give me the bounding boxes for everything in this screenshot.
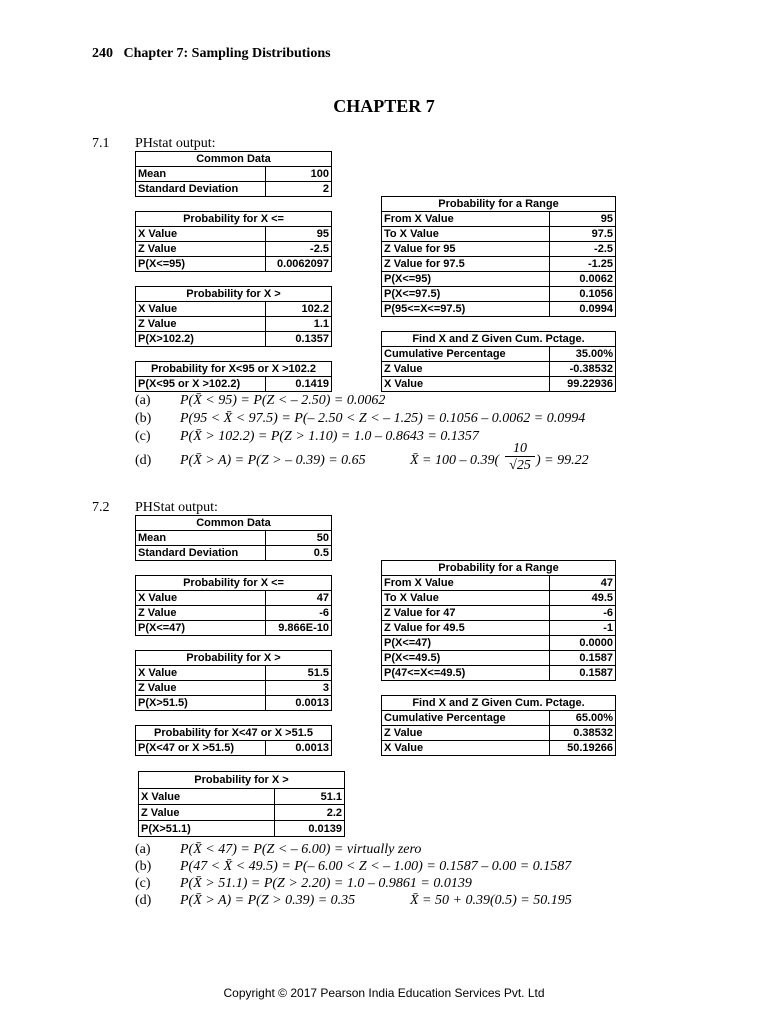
row-value: -2.5 bbox=[550, 242, 616, 257]
table-title: Probability for X > bbox=[136, 287, 332, 302]
answer-text: P(X̄ > A) = P(Z > – 0.39) = 0.65 bbox=[180, 453, 366, 468]
problem-lead: PHstat output: bbox=[135, 136, 216, 151]
problem-number: 7.1 bbox=[92, 136, 110, 151]
answer-line bbox=[135, 393, 385, 409]
row-label: Z Value bbox=[136, 317, 266, 332]
answer-extra-right: ) = 99.22 bbox=[536, 453, 589, 468]
answer-text: P(X̄ > 102.2) = P(Z > 1.10) = 1.0 – 0.8643 = 0.1357 bbox=[180, 429, 479, 444]
row-value: 0.0013 bbox=[266, 696, 332, 711]
row-value: 35.00% bbox=[550, 347, 616, 362]
table-title: Probability for X <= bbox=[136, 576, 332, 591]
row-value: 99.22936 bbox=[550, 377, 616, 392]
page-number: 240 bbox=[92, 46, 113, 61]
fraction-numerator: 10 bbox=[505, 441, 535, 457]
row-value: 0.38532 bbox=[550, 726, 616, 741]
answer-label: (b) bbox=[135, 859, 152, 874]
answer-label: (b) bbox=[135, 411, 152, 426]
row-value: 102.2 bbox=[266, 302, 332, 317]
row-value: 95 bbox=[550, 212, 616, 227]
row-label: X Value bbox=[382, 377, 550, 392]
running-title: Chapter 7: Sampling Distributions bbox=[123, 46, 331, 61]
answer-text: P(95 < X̄ < 97.5) = P(– 2.50 < Z < – 1.25) = 0.1056 – 0.0062 = 0.0994 bbox=[180, 411, 586, 426]
table-title: Probability for X<47 or X >51.5 bbox=[136, 726, 332, 741]
row-value: 0.0994 bbox=[550, 302, 616, 317]
row-label: Z Value for 47 bbox=[382, 606, 550, 621]
row-label: Z Value bbox=[136, 681, 266, 696]
probability-gt-table bbox=[135, 650, 332, 711]
answer-line bbox=[135, 842, 421, 858]
row-value: 0.1056 bbox=[550, 287, 616, 302]
table-title: Probability for X<95 or X >102.2 bbox=[136, 362, 332, 377]
row-value: 0.1587 bbox=[550, 666, 616, 681]
row-value: 0.1419 bbox=[266, 377, 332, 392]
row-value: 47 bbox=[266, 591, 332, 606]
row-label: Mean bbox=[136, 531, 266, 546]
table-title: Probability for X > bbox=[139, 772, 345, 789]
find-x-z-table bbox=[381, 695, 616, 756]
row-value: -0.38532 bbox=[550, 362, 616, 377]
table-title: Probability for a Range bbox=[382, 197, 616, 212]
answer-extra-left: X̄ = 100 – 0.39( bbox=[410, 453, 500, 468]
probability-range-table bbox=[381, 560, 616, 681]
row-value: -1 bbox=[550, 621, 616, 636]
row-value: 51.1 bbox=[275, 789, 345, 805]
row-value: 95 bbox=[266, 227, 332, 242]
fraction-denominator: √25 bbox=[509, 458, 531, 473]
row-label: P(X<=95) bbox=[136, 257, 266, 272]
row-label: Z Value bbox=[382, 726, 550, 741]
row-label: X Value bbox=[136, 227, 266, 242]
row-label: From X Value bbox=[382, 576, 550, 591]
probability-or-table bbox=[135, 725, 332, 756]
chapter-title: CHAPTER 7 bbox=[333, 96, 435, 116]
answer-label: (d) bbox=[135, 453, 152, 468]
table-title: Common Data bbox=[136, 516, 332, 531]
row-label: Standard Deviation bbox=[136, 182, 266, 197]
row-value: -6 bbox=[266, 606, 332, 621]
answer-line bbox=[135, 453, 366, 469]
row-label: Z Value for 97.5 bbox=[382, 257, 550, 272]
common-data-table bbox=[135, 515, 332, 561]
answer-extra: X̄ = 50 + 0.39(0.5) = 50.195 bbox=[410, 893, 572, 908]
row-value: 0.0013 bbox=[266, 741, 332, 756]
row-value: 50 bbox=[266, 531, 332, 546]
probability-or-table bbox=[135, 361, 332, 392]
row-value: -6 bbox=[550, 606, 616, 621]
row-value: 0.1357 bbox=[266, 332, 332, 347]
row-label: Z Value for 49.5 bbox=[382, 621, 550, 636]
answer-line bbox=[135, 893, 355, 909]
row-label: X Value bbox=[382, 741, 550, 756]
row-value: 2.2 bbox=[275, 805, 345, 821]
copyright-footer: Copyright © 2017 Pearson India Education Services Pvt. Ltd bbox=[223, 986, 545, 1000]
row-label: Cumulative Percentage bbox=[382, 347, 550, 362]
row-label: Z Value bbox=[139, 805, 275, 821]
table-title: Find X and Z Given Cum. Pctage. bbox=[382, 332, 616, 347]
answer-label: (a) bbox=[135, 842, 151, 857]
problem-lead: PHStat output: bbox=[135, 500, 218, 515]
row-value: 51.5 bbox=[266, 666, 332, 681]
answer-text: P(X̄ > A) = P(Z > 0.39) = 0.35 bbox=[180, 893, 356, 908]
probability-gt-table-2 bbox=[138, 771, 345, 837]
answer-label: (a) bbox=[135, 393, 151, 408]
probability-le-table bbox=[135, 575, 332, 636]
table-title: Probability for X <= bbox=[136, 212, 332, 227]
probability-le-table bbox=[135, 211, 332, 272]
row-value: 9.866E-10 bbox=[266, 621, 332, 636]
problem-number: 7.2 bbox=[92, 500, 110, 515]
row-value: 0.0000 bbox=[550, 636, 616, 651]
row-label: P(X<=97.5) bbox=[382, 287, 550, 302]
row-label: P(X<95 or X >102.2) bbox=[136, 377, 266, 392]
row-label: P(X>51.5) bbox=[136, 696, 266, 711]
answer-label: (d) bbox=[135, 893, 152, 908]
row-value: 97.5 bbox=[550, 227, 616, 242]
answer-line bbox=[135, 411, 585, 427]
answer-text: P(47 < X̄ < 49.5) = P(– 6.00 < Z < – 1.00) = 0.1587 – 0.00 = 0.1587 bbox=[180, 859, 572, 874]
row-label: To X Value bbox=[382, 591, 550, 606]
row-value: 47 bbox=[550, 576, 616, 591]
row-value: 0.0139 bbox=[275, 821, 345, 837]
row-value: 65.00% bbox=[550, 711, 616, 726]
row-value: 0.5 bbox=[266, 546, 332, 561]
probability-range-table bbox=[381, 196, 616, 317]
row-label: Cumulative Percentage bbox=[382, 711, 550, 726]
table-title: Common Data bbox=[136, 152, 332, 167]
answer-line bbox=[135, 429, 479, 445]
row-label: Z Value for 95 bbox=[382, 242, 550, 257]
row-label: P(95<=X<=97.5) bbox=[382, 302, 550, 317]
row-value: 0.0062097 bbox=[266, 257, 332, 272]
answer-text: P(X̄ < 95) = P(Z < – 2.50) = 0.0062 bbox=[180, 393, 386, 408]
answer-text: P(X̄ < 47) = P(Z < – 6.00) = virtually zero bbox=[180, 842, 422, 857]
row-label: Mean bbox=[136, 167, 266, 182]
row-label: P(X>102.2) bbox=[136, 332, 266, 347]
row-label: X Value bbox=[136, 666, 266, 681]
table-title: Probability for X > bbox=[136, 651, 332, 666]
row-value: 2 bbox=[266, 182, 332, 197]
row-value: -1.25 bbox=[550, 257, 616, 272]
row-label: P(X<=49.5) bbox=[382, 651, 550, 666]
row-label: To X Value bbox=[382, 227, 550, 242]
row-label: P(X<=95) bbox=[382, 272, 550, 287]
row-label: P(X<=47) bbox=[382, 636, 550, 651]
table-title: Find X and Z Given Cum. Pctage. bbox=[382, 696, 616, 711]
row-value: 50.19266 bbox=[550, 741, 616, 756]
row-label: P(X<47 or X >51.5) bbox=[136, 741, 266, 756]
row-label: X Value bbox=[136, 302, 266, 317]
row-value: 100 bbox=[266, 167, 332, 182]
row-value: 0.1587 bbox=[550, 651, 616, 666]
row-label: Standard Deviation bbox=[136, 546, 266, 561]
answer-text: P(X̄ > 51.1) = P(Z > 2.20) = 1.0 – 0.9861 = 0.0139 bbox=[180, 876, 472, 891]
probability-gt-table bbox=[135, 286, 332, 347]
common-data-table bbox=[135, 151, 332, 197]
row-value: 49.5 bbox=[550, 591, 616, 606]
row-label: Z Value bbox=[136, 606, 266, 621]
answer-line bbox=[135, 859, 571, 875]
row-label: P(47<=X<=49.5) bbox=[382, 666, 550, 681]
table-title: Probability for a Range bbox=[382, 561, 616, 576]
answer-label: (c) bbox=[135, 429, 151, 444]
row-label: Z Value bbox=[382, 362, 550, 377]
row-label: X Value bbox=[136, 591, 266, 606]
row-label: P(X<=47) bbox=[136, 621, 266, 636]
running-header bbox=[92, 46, 331, 62]
answer-label: (c) bbox=[135, 876, 151, 891]
row-label: Z Value bbox=[136, 242, 266, 257]
row-label: P(X>51.1) bbox=[139, 821, 275, 837]
row-value: 1.1 bbox=[266, 317, 332, 332]
row-label: X Value bbox=[139, 789, 275, 805]
answer-line bbox=[135, 876, 472, 892]
row-value: 3 bbox=[266, 681, 332, 696]
row-label: From X Value bbox=[382, 212, 550, 227]
row-value: -2.5 bbox=[266, 242, 332, 257]
row-value: 0.0062 bbox=[550, 272, 616, 287]
find-x-z-table bbox=[381, 331, 616, 392]
